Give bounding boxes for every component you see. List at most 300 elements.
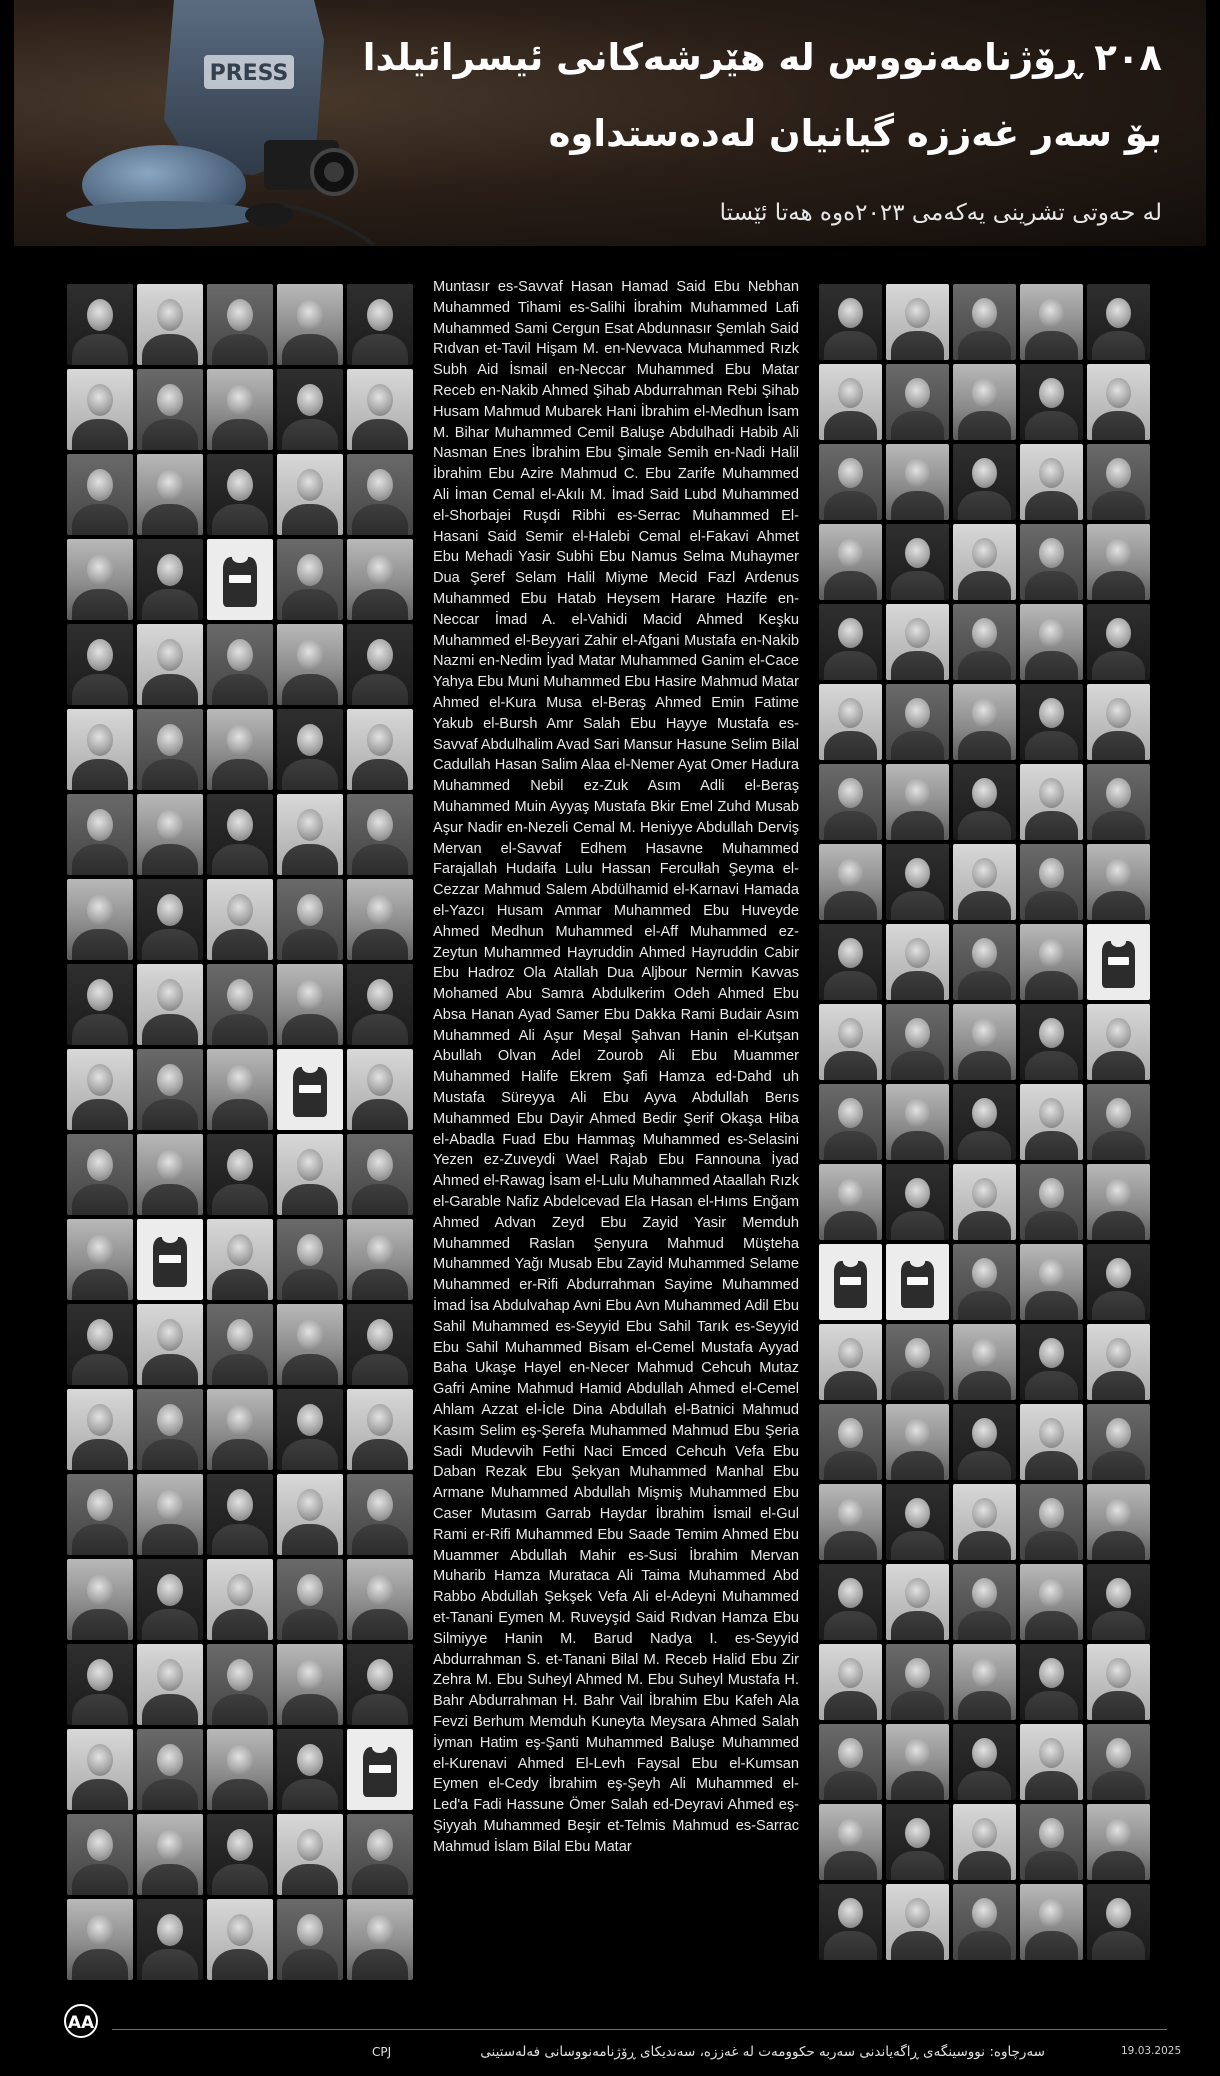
press-vest-placeholder: [277, 1049, 343, 1130]
journalist-photo: [67, 794, 133, 875]
portrait-head: [367, 1659, 393, 1691]
portrait-shoulders: [142, 589, 197, 620]
portrait-shoulders: [212, 1269, 267, 1300]
photo-grid-left: [67, 284, 413, 1980]
portrait-head: [87, 639, 113, 671]
portrait-shoulders: [282, 1864, 337, 1895]
portrait-head: [87, 469, 113, 501]
portrait-head: [297, 1489, 323, 1521]
vest-press-tag: [840, 1277, 861, 1285]
press-vest-placeholder: [207, 539, 273, 620]
headline-line-1: ٢٠٨ ڕۆژنامەنووس لە هێرشەکانی ئیسرائیلدا: [362, 36, 1162, 79]
portrait-head: [905, 538, 930, 568]
journalist-photo: [953, 1164, 1016, 1240]
portrait-head: [367, 809, 393, 841]
portrait-shoulders: [72, 1864, 127, 1895]
portrait-head: [972, 618, 997, 648]
portrait-head: [297, 1234, 323, 1266]
journalist-photo: [1087, 764, 1150, 840]
portrait-shoulders: [282, 929, 337, 960]
portrait-head: [367, 979, 393, 1011]
journalist-photo: [207, 1049, 273, 1130]
portrait-shoulders: [72, 334, 127, 365]
portrait-head: [87, 1404, 113, 1436]
journalist-photo: [137, 1644, 203, 1725]
portrait-shoulders: [958, 331, 1011, 360]
portrait-head: [157, 1149, 183, 1181]
journalist-photo: [819, 444, 882, 520]
journalist-photo: [886, 1404, 949, 1480]
portrait-head: [972, 1018, 997, 1048]
portrait-head: [972, 1818, 997, 1848]
portrait-head: [87, 1234, 113, 1266]
portrait-head: [1039, 1738, 1064, 1768]
portrait-head: [972, 938, 997, 968]
portrait-shoulders: [142, 1864, 197, 1895]
journalist-photo: [886, 1804, 949, 1880]
portrait-shoulders: [72, 1099, 127, 1130]
portrait-head: [297, 1574, 323, 1606]
journalist-photo: [347, 709, 413, 790]
journalist-photo: [886, 1564, 949, 1640]
portrait-shoulders: [1025, 891, 1078, 920]
portrait-shoulders: [352, 759, 407, 790]
press-vest-placeholder: [347, 1729, 413, 1810]
portrait-shoulders: [72, 844, 127, 875]
portrait-shoulders: [891, 891, 944, 920]
journalist-photo: [1020, 1804, 1083, 1880]
portrait-shoulders: [72, 1184, 127, 1215]
portrait-shoulders: [352, 1354, 407, 1385]
journalist-photo: [137, 794, 203, 875]
journalist-photo: [277, 1219, 343, 1300]
portrait-shoulders: [212, 1354, 267, 1385]
portrait-shoulders: [1025, 731, 1078, 760]
portrait-shoulders: [72, 1524, 127, 1555]
portrait-head: [157, 809, 183, 841]
portrait-shoulders: [282, 589, 337, 620]
portrait-shoulders: [824, 651, 877, 680]
journalist-photo: [886, 1644, 949, 1720]
portrait-shoulders: [1025, 1051, 1078, 1080]
journalist-photo: [886, 1884, 949, 1960]
portrait-shoulders: [891, 651, 944, 680]
journalist-photo: [207, 709, 273, 790]
portrait-shoulders: [891, 411, 944, 440]
portrait-head: [905, 298, 930, 328]
portrait-head: [367, 1404, 393, 1436]
portrait-shoulders: [958, 1451, 1011, 1480]
portrait-head: [905, 1578, 930, 1608]
portrait-head: [227, 1659, 253, 1691]
journalist-photo: [277, 1474, 343, 1555]
journalist-photo: [137, 1134, 203, 1215]
portrait-head: [838, 1178, 863, 1208]
journalist-photo: [67, 879, 133, 960]
portrait-shoulders: [824, 971, 877, 1000]
portrait-head: [157, 639, 183, 671]
portrait-head: [227, 1489, 253, 1521]
portrait-shoulders: [1092, 731, 1145, 760]
portrait-shoulders: [958, 1291, 1011, 1320]
portrait-head: [157, 1064, 183, 1096]
journalist-photo: [953, 364, 1016, 440]
portrait-shoulders: [72, 589, 127, 620]
portrait-shoulders: [282, 674, 337, 705]
journalist-photo: [953, 1004, 1016, 1080]
portrait-head: [905, 1178, 930, 1208]
journalist-photo: [347, 1644, 413, 1725]
portrait-head: [157, 1659, 183, 1691]
journalist-photo: [819, 1724, 882, 1800]
portrait-shoulders: [282, 1269, 337, 1300]
portrait-head: [87, 554, 113, 586]
portrait-shoulders: [958, 1691, 1011, 1720]
journalist-photo: [953, 684, 1016, 760]
portrait-shoulders: [352, 844, 407, 875]
portrait-head: [87, 724, 113, 756]
journalist-photo: [1020, 1884, 1083, 1960]
journalist-photo: [277, 1899, 343, 1980]
journalist-photo: [1087, 1404, 1150, 1480]
journalist-photo: [347, 539, 413, 620]
portrait-shoulders: [1025, 491, 1078, 520]
journalist-photo: [347, 1559, 413, 1640]
portrait-head: [1039, 1178, 1064, 1208]
portrait-shoulders: [824, 1611, 877, 1640]
portrait-shoulders: [891, 1451, 944, 1480]
portrait-shoulders: [72, 1694, 127, 1725]
journalist-photo: [1087, 604, 1150, 680]
portrait-shoulders: [1092, 1611, 1145, 1640]
journalist-photo: [1020, 764, 1083, 840]
portrait-shoulders: [824, 891, 877, 920]
journalist-photo: [67, 1134, 133, 1215]
portrait-head: [972, 1578, 997, 1608]
portrait-head: [1039, 1498, 1064, 1528]
portrait-shoulders: [891, 731, 944, 760]
journalist-photo: [1087, 284, 1150, 360]
journalist-photo: [886, 1724, 949, 1800]
portrait-head: [297, 299, 323, 331]
portrait-head: [297, 639, 323, 671]
portrait-head: [1106, 1338, 1131, 1368]
portrait-shoulders: [958, 1611, 1011, 1640]
portrait-shoulders: [891, 1131, 944, 1160]
journalist-photo: [207, 624, 273, 705]
portrait-head: [905, 1498, 930, 1528]
portrait-shoulders: [1092, 331, 1145, 360]
journalist-photo: [819, 1804, 882, 1880]
portrait-head: [1039, 1338, 1064, 1368]
portrait-head: [838, 1658, 863, 1688]
headline-line-2: بۆ سەر غەززە گیانیان لەدەستداوە: [548, 112, 1162, 155]
journalist-photo: [277, 539, 343, 620]
journalist-photo: [67, 1644, 133, 1725]
portrait-head: [905, 458, 930, 488]
journalist-photo: [819, 604, 882, 680]
journalist-photo: [277, 1389, 343, 1470]
journalist-photo: [953, 1884, 1016, 1960]
portrait-shoulders: [212, 1184, 267, 1215]
journalist-photo: [953, 284, 1016, 360]
portrait-shoulders: [352, 1949, 407, 1980]
portrait-shoulders: [1092, 1051, 1145, 1080]
portrait-shoulders: [72, 504, 127, 535]
journalist-photo: [953, 1644, 1016, 1720]
portrait-shoulders: [958, 1771, 1011, 1800]
portrait-head: [297, 1149, 323, 1181]
portrait-shoulders: [824, 1051, 877, 1080]
portrait-head: [905, 1418, 930, 1448]
journalist-photo: [137, 964, 203, 1045]
portrait-head: [972, 1738, 997, 1768]
journalist-photo: [953, 1724, 1016, 1800]
journalist-photo: [277, 1814, 343, 1895]
portrait-head: [367, 469, 393, 501]
portrait-head: [838, 1498, 863, 1528]
portrait-shoulders: [891, 1691, 944, 1720]
portrait-shoulders: [1025, 571, 1078, 600]
portrait-head: [1106, 1178, 1131, 1208]
portrait-head: [157, 1574, 183, 1606]
portrait-head: [1039, 1258, 1064, 1288]
portrait-head: [1106, 618, 1131, 648]
portrait-shoulders: [352, 1099, 407, 1130]
vest-press-tag: [229, 575, 251, 583]
portrait-shoulders: [958, 1051, 1011, 1080]
journalist-photo: [1020, 1564, 1083, 1640]
portrait-head: [297, 724, 323, 756]
portrait-head: [227, 299, 253, 331]
portrait-head: [972, 1418, 997, 1448]
portrait-head: [1039, 618, 1064, 648]
portrait-head: [972, 1498, 997, 1528]
portrait-head: [297, 1744, 323, 1776]
journalist-photo: [1020, 604, 1083, 680]
portrait-shoulders: [891, 1611, 944, 1640]
journalist-photo: [67, 284, 133, 365]
portrait-head: [157, 1489, 183, 1521]
journalist-photo: [67, 1219, 133, 1300]
journalist-photo: [1087, 1484, 1150, 1560]
journalist-photo: [953, 1804, 1016, 1880]
aa-logo-icon: [64, 2004, 106, 2038]
portrait-head: [905, 1018, 930, 1048]
journalist-photo: [277, 1559, 343, 1640]
journalist-photo: [137, 1474, 203, 1555]
portrait-shoulders: [282, 1694, 337, 1725]
portrait-head: [972, 298, 997, 328]
portrait-head: [1039, 1658, 1064, 1688]
portrait-head: [157, 469, 183, 501]
portrait-shoulders: [1092, 491, 1145, 520]
portrait-head: [157, 1319, 183, 1351]
journalist-photo: [277, 369, 343, 450]
portrait-shoulders: [824, 1131, 877, 1160]
portrait-head: [1039, 778, 1064, 808]
portrait-shoulders: [1092, 1691, 1145, 1720]
journalist-photo: [819, 284, 882, 360]
portrait-head: [367, 1829, 393, 1861]
portrait-shoulders: [212, 1439, 267, 1470]
portrait-shoulders: [282, 1524, 337, 1555]
portrait-head: [972, 458, 997, 488]
journalist-photo: [137, 369, 203, 450]
journalist-photo: [886, 1324, 949, 1400]
portrait-head: [157, 554, 183, 586]
portrait-shoulders: [212, 929, 267, 960]
portrait-head: [1106, 778, 1131, 808]
portrait-head: [227, 639, 253, 671]
portrait-shoulders: [1025, 411, 1078, 440]
portrait-shoulders: [282, 334, 337, 365]
publish-date: 19.03.2025: [1121, 2045, 1182, 2057]
portrait-shoulders: [282, 759, 337, 790]
portrait-shoulders: [1092, 1371, 1145, 1400]
portrait-head: [1106, 858, 1131, 888]
portrait-head: [297, 979, 323, 1011]
journalist-photo: [207, 964, 273, 1045]
journalist-photo: [1087, 1564, 1150, 1640]
portrait-head: [972, 858, 997, 888]
portrait-shoulders: [212, 1864, 267, 1895]
portrait-shoulders: [824, 1371, 877, 1400]
portrait-head: [1039, 938, 1064, 968]
journalist-photo: [886, 924, 949, 1000]
portrait-shoulders: [352, 674, 407, 705]
portrait-head: [1106, 378, 1131, 408]
journalist-photo: [819, 764, 882, 840]
journalist-photo: [67, 1814, 133, 1895]
portrait-head: [87, 1914, 113, 1946]
journalist-photo: [1087, 1644, 1150, 1720]
portrait-shoulders: [142, 1949, 197, 1980]
portrait-head: [367, 1489, 393, 1521]
portrait-shoulders: [1025, 1851, 1078, 1880]
portrait-head: [87, 1319, 113, 1351]
portrait-shoulders: [212, 1014, 267, 1045]
press-vest-placeholder: [1087, 924, 1150, 1000]
header-banner: [14, 0, 1206, 246]
portrait-head: [157, 384, 183, 416]
journalist-photo: [1020, 1484, 1083, 1560]
portrait-shoulders: [212, 419, 267, 450]
portrait-head: [972, 1338, 997, 1368]
portrait-head: [87, 1574, 113, 1606]
portrait-head: [227, 1914, 253, 1946]
journalist-photo: [137, 624, 203, 705]
portrait-head: [87, 299, 113, 331]
journalist-photo: [137, 879, 203, 960]
journalist-photo: [953, 1324, 1016, 1400]
journalist-photo: [1087, 684, 1150, 760]
journalist-names-list: Muntasır es-Savvaf Hasan Hamad Said Ebu Nebhan Muhammed Tihami es-Salihi İbrahim Muhammed Lafi Muhammed Sami Cergun Esat Abdunnasır Şemlah Said Rıdvan et-Tavil Hişam M. en-Nevvaca Muhammed Rızk Subh Aid İsmail en-Neccar Muhammed Ebu Matar Receb en-Nakib Ahmed Şihab Abdurrahman Rebi Şihab Husam Mahmud Mubarek Hani İbrahim el-Medhun İsam M. Bihar Muhammed Cemil Baluşe Abdulhadi Habib Ali Nasman Enes İbrahim Ebu Şimale Semih en-Nadi Halil İbrahim Ebu Azire Mahmud C. Ebu Zarife Muhammed Ali İman Cemal el-Akılı M. İmad Said Lubd Muhammed el-Shorbajei Ruşdi Ribhi es-Serrac Muhammed El-Hasani Said Semir el-Halebi Cemal el-Fakavi Ahmet Ebu Mehadi Yasir Subhi Ebu Namus Selma Muhaymer Dua Şeref Selam Halil Miyme Mecid Fazl Ardenus Muhammed Ebu Hatab Heysem Harare Hazife en-Neccar İmad A. el-Vahidi Macid Ahmed Keşku Muhammed el-Beyyari Zahir el-Afgani Mustafa en-Nakib Nazmi en-Nedim İyad Matar Muhammed Ganim el-Cace Yahya Ebu Muni Muhammed Ebu Hasire Mahmud Matar Ahmed el-Kura Musa el-Beraş Ahmed Emin Fatime Yakub el-Bursh Amr Salah Ebu Hayye Mustafa es-Savvaf Abdulhalim Avad Sari Mansur Hasune Selim Bilal Cadullah Hasan Salim Alaa el-Nemer Ayat Omer Hadura Muhammed Nebil ez-Zuk Asım Adli el-Beraş Muhammed Muin Ayyaş Mustafa Bkir Emel Zuhd Musab Aşur Nadir en-Nezeli Cemal M. Heniyye Abdullah Derviş Mervan el-Savvaf Edhem Hasavne Muhammed Farajallah Hudaifa Lulu Hassan Ferculłah Şeyma el-Cezzar Mahmud Salem Abdülhamid el-Karnavi Hamada el-Yazcı Husam Ammar Muhammed Ebu Huveyde Ahmed Medhun Muhammed el-Aff Muhammed ez-Zeytun Muhammed Hayruddin Ahmed Hayruddin Cabir Ebu Hadroz Ola Atallah Dua Aljbour Nermin Kavvas Mohamed Abu Samra Abdulkerim Odeh Ahmed Ebu Absa Hanan Ayad Samer Ebu Dakka Rami Budair Asım Muhammed Ali Aşur Meşal Şahvan Hanin el-Kutşan Abullah Olvan Adel Zourob Ali Ebu Muammer Muhammed Halife Ekrem Şafi Hamza ed-Dahd uh Mustafa Süreyya Ali Ebu Ayva Abdullah Berıs Muhammed Ebu Dayir Ahmed Bedir Şerif Okaşa Hiba el-Abadla Fuad Ebu Hammaş Muhammed es-Selasini Yezen ez-Zuveydi Wael Rajab Ebu Fannouna İyad Ahmed el-Rawag İsam el-Lulu Muhammed Ataallah Rızk el-Garable Nafiz Abdelcevad Ela Hasan el-Hıms Enğam Ahmed Advan Zeyd Ebu Zayid Yasir Memduh Muhammed Raslan Şenyura Mahmud Müşteha Muhammed Yağı Musab Ebu Zayid Muhammed Selame Muhammed er-Rifi Abdurrahman Sayime Muhammed İmad İsa Abdulvahap Avni Ebu Avn Muhammed Adil Ebu Sahil Muhammed es-Seyyid Ebu Sahil Tarık es-Seyyid Ebu Sahil Muhammed Bisam el-Cemel Mustafa Ayyad Baha Ukaşe Hayel en-Necer Mahmud Cehcuh Mutaz Gafri Amine Mahmud Hamid Abdullah Ahmed el-Cemel Ahlam Azzat el-İcle Dina Abdullah el-Batnici Mahmud Kasım Selim eş-Şerefa Muhammed Mahmud Ebu Şeria Sadi Mudevvih Fethi Naci Emced Cehcuh Vefa Ebu Daban Rezak Ebu Şekyan Muhammed Manhal Ebu Armane Muhammed Abdullah Mişmiş Muhammed Ebu Caser Mutasım Garrab Haydar İbrahim İsmail el-Gul Rami er-Rifi Muhammed Ebu Saade Temim Ahmed Ebu Muammer Abdullah Mahir es-Susi İbrahim Mervan Muharib Hamza Murataca Ali Taima Muhammed Abd Rabbo Abdullah Şekşek Vefa Ali el-Adeyni Muhammed et-Tanani Eymen M. Ruveyşid Said Rıdvan Hamza Ebu Silmiyye Hanin M. Barud Nadya I. es-Seyyid Abdurrahman S. et-Tanani Bilal M. Receb Halid Ebu Zir Zehra M. Ebu Suheyl Ahmed M. Ebu Suheyl Mustafa H. Bahr Abdurrahman H. Bahr Vail İbrahim Ebu Kafeh Ala Fevzi Berhum Memduh Kuneyta Meysara Ahmed Salah İyman Hatim eş-Şanti Muhammed Baluşe Muhammed el-Kurenavi Ahmed El-Levh Faysal Ebu el-Kumsan Eymen el-Cedy İbrahim eş-Şeyh Ali Muhammed el-Led'a Fadi Hassune Ömer Salah ed-Deyravi Ahmed eş-Şiyyah Muhammed Beşir et-Telmis Mahmud es-Sarrac Mahmud İslam Bilal Ebu Matar: [433, 279, 799, 1855]
portrait-shoulders: [72, 674, 127, 705]
portrait-head: [1039, 1898, 1064, 1928]
portrait-head: [838, 1898, 863, 1928]
portrait-shoulders: [352, 504, 407, 535]
portrait-shoulders: [212, 334, 267, 365]
portrait-head: [367, 1234, 393, 1266]
portrait-head: [87, 1659, 113, 1691]
portrait-head: [1039, 1578, 1064, 1608]
portrait-head: [1106, 698, 1131, 728]
portrait-shoulders: [72, 1609, 127, 1640]
portrait-head: [227, 1319, 253, 1351]
portrait-shoulders: [142, 759, 197, 790]
journalist-photo: [277, 1644, 343, 1725]
portrait-shoulders: [891, 1531, 944, 1560]
portrait-shoulders: [891, 1931, 944, 1960]
journalist-photo: [67, 1389, 133, 1470]
portrait-shoulders: [824, 1851, 877, 1880]
portrait-shoulders: [282, 504, 337, 535]
portrait-shoulders: [352, 334, 407, 365]
portrait-head: [157, 1914, 183, 1946]
journalist-photo: [347, 284, 413, 365]
portrait-head: [227, 724, 253, 756]
portrait-shoulders: [352, 1184, 407, 1215]
portrait-shoulders: [1025, 1531, 1078, 1560]
portrait-shoulders: [958, 411, 1011, 440]
portrait-head: [297, 894, 323, 926]
portrait-head: [297, 1659, 323, 1691]
portrait-head: [1106, 1018, 1131, 1048]
journalist-photo: [953, 1244, 1016, 1320]
journalist-photo: [1020, 524, 1083, 600]
journalist-photo: [1020, 1644, 1083, 1720]
vest-press-tag: [369, 1765, 391, 1773]
portrait-head: [1039, 458, 1064, 488]
portrait-head: [87, 1829, 113, 1861]
journalist-photo: [347, 964, 413, 1045]
portrait-head: [297, 384, 323, 416]
portrait-head: [1106, 1418, 1131, 1448]
portrait-shoulders: [282, 1779, 337, 1810]
journalist-photo: [886, 1164, 949, 1240]
portrait-shoulders: [142, 844, 197, 875]
portrait-head: [367, 1574, 393, 1606]
portrait-head: [297, 1829, 323, 1861]
portrait-head: [297, 809, 323, 841]
journalist-photo: [67, 1899, 133, 1980]
journalist-photo: [277, 1304, 343, 1385]
journalist-photo: [953, 1404, 1016, 1480]
portrait-head: [972, 1258, 997, 1288]
portrait-head: [157, 1744, 183, 1776]
journalist-photo: [1020, 1324, 1083, 1400]
journalist-photo: [1087, 364, 1150, 440]
journalist-photo: [1020, 364, 1083, 440]
journalist-photo: [347, 369, 413, 450]
portrait-head: [227, 894, 253, 926]
journalist-photo: [819, 844, 882, 920]
portrait-shoulders: [824, 411, 877, 440]
portrait-shoulders: [1025, 331, 1078, 360]
portrait-head: [1106, 1258, 1131, 1288]
portrait-shoulders: [1025, 1931, 1078, 1960]
journalist-photo: [1020, 1164, 1083, 1240]
journalist-photo: [277, 964, 343, 1045]
portrait-head: [905, 1738, 930, 1768]
journalist-photo: [277, 794, 343, 875]
portrait-shoulders: [212, 504, 267, 535]
portrait-shoulders: [958, 891, 1011, 920]
portrait-head: [227, 979, 253, 1011]
portrait-head: [838, 298, 863, 328]
portrait-shoulders: [1025, 1691, 1078, 1720]
